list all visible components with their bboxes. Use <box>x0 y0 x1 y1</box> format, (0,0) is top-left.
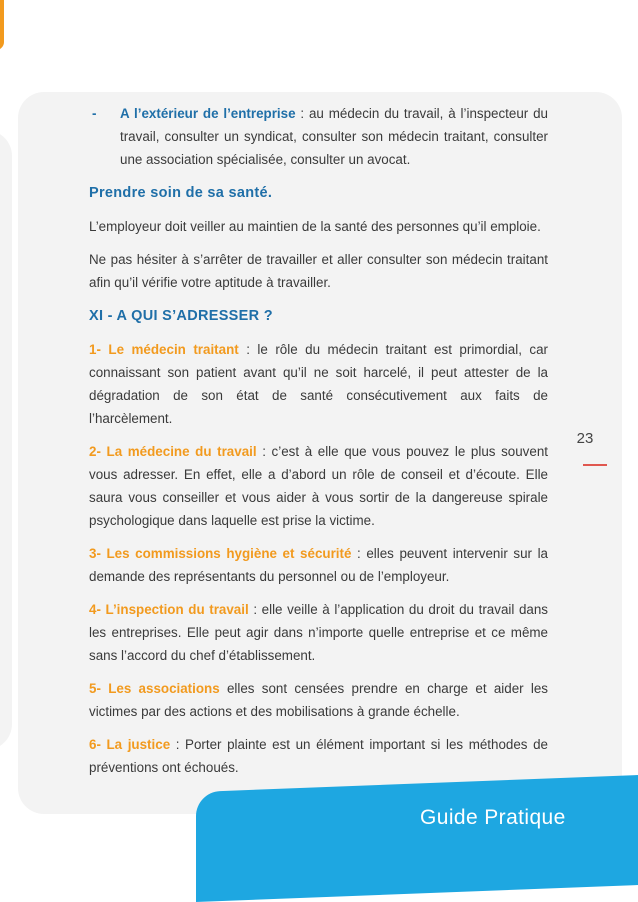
page-number: 23 <box>576 430 594 447</box>
bullet-body: : au médecin du travail, à l’inspecteur du travail, consulter un syndicat, consulter son médecin traitant, consulter une association spécialisée, consulter un avocat. <box>120 106 548 167</box>
contact-item-lead: 3- Les commissions hygiène et sécurité <box>89 546 352 561</box>
page-number-rule <box>583 464 607 466</box>
contact-item <box>89 677 548 723</box>
bullet-lead: A l’extérieur de l’entreprise <box>120 106 296 121</box>
contact-item-text: : c’est à elle que vous pouvez le plus souvent vous adresser. En effet, elle a d’abord un rôle de conseil et d’écoute. Elle saura vous conseiller et vous aider à vous sortir de la dangereuse spirale psychologique dans laquelle est prise la victime. <box>89 444 548 528</box>
footer-title: Guide Pratique <box>420 806 566 829</box>
contact-item <box>89 598 548 667</box>
contact-item-text: : Porter plainte est un élément important si les méthodes de préventions ont échoués. <box>89 737 548 775</box>
health-paragraph: L’employeur doit veiller au maintien de la santé des personnes qu’il emploie. <box>89 219 541 234</box>
contact-item <box>89 542 548 588</box>
bullet-text <box>120 102 548 171</box>
section-heading: XI - A QUI S’ADRESSER ? <box>89 308 273 324</box>
contact-item-text: elles sont censées prendre en charge et aider les victimes par des actions et des mobilisations à grande échelle. <box>89 681 548 719</box>
contact-item-lead: 5- Les associations <box>89 681 220 696</box>
page-content <box>89 102 548 789</box>
contact-item <box>89 733 548 779</box>
contact-item-text: : elle veille à l’application du droit du travail dans les entreprises. Elle peut agir dans n’importe quelle entreprise et ce même sans l’accord du chef d’établissement. <box>89 602 548 663</box>
contact-item-lead: 2- La médecine du travail <box>89 444 257 459</box>
contact-item <box>89 440 548 532</box>
contact-item-lead: 1- Le médecin traitant <box>89 342 239 357</box>
health-paragraph: Ne pas hésiter à s’arrêter de travailler et aller consulter son médecin traitant afin qu’il vérifie votre aptitude à travailler. <box>89 252 548 290</box>
corner-tab <box>0 0 4 50</box>
bullet-dash: - <box>92 106 97 121</box>
contact-item-text: : elles peuvent intervenir sur la demande des représentants du personnel ou de l’employeur. <box>89 546 548 584</box>
footer-band <box>196 774 638 902</box>
bullet-item <box>89 102 548 171</box>
left-panel-strip <box>0 130 12 750</box>
contact-item-text: : le rôle du médecin traitant est primordial, car connaissant son patient avant qu’il ne soit harcelé, il peut attester de la dégradation de son état de santé consécutivement aux faits de l’harcèlement. <box>89 342 549 426</box>
contact-item-lead: 6- La justice <box>89 737 171 752</box>
contact-item-lead: 4- L’inspection du travail <box>89 602 249 617</box>
health-heading: Prendre soin de sa santé. <box>89 185 273 201</box>
contact-item <box>89 338 548 430</box>
